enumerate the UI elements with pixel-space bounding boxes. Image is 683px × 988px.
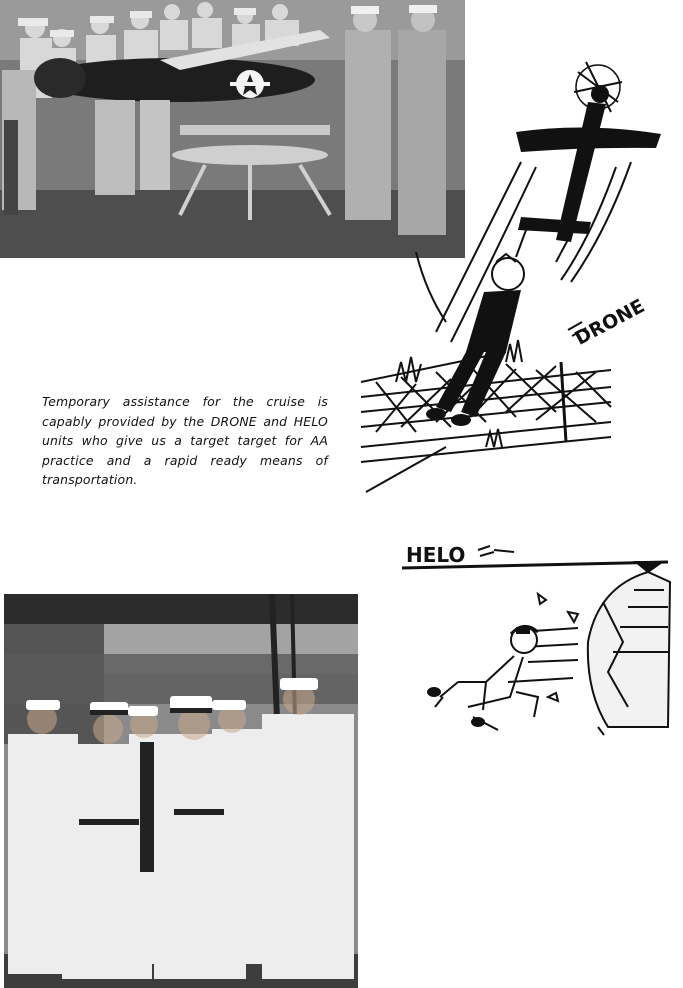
helo-cartoon [398, 532, 680, 754]
helicopter-crew-photo-graphic [4, 594, 358, 988]
drone-cartoon [356, 52, 674, 502]
drone-label: DRONE [571, 294, 649, 350]
helicopter-crew-photo [4, 594, 358, 988]
helo-cartoon-graphic [398, 532, 680, 754]
helo-label: HELO [406, 543, 466, 567]
drone-cartoon-graphic [356, 52, 674, 502]
page-caption: Temporary assistance for the cruise is capably provided by the DRONE and HELO units who give us a target target for AA practice and a rapid ready means of transportation. [42, 394, 328, 488]
